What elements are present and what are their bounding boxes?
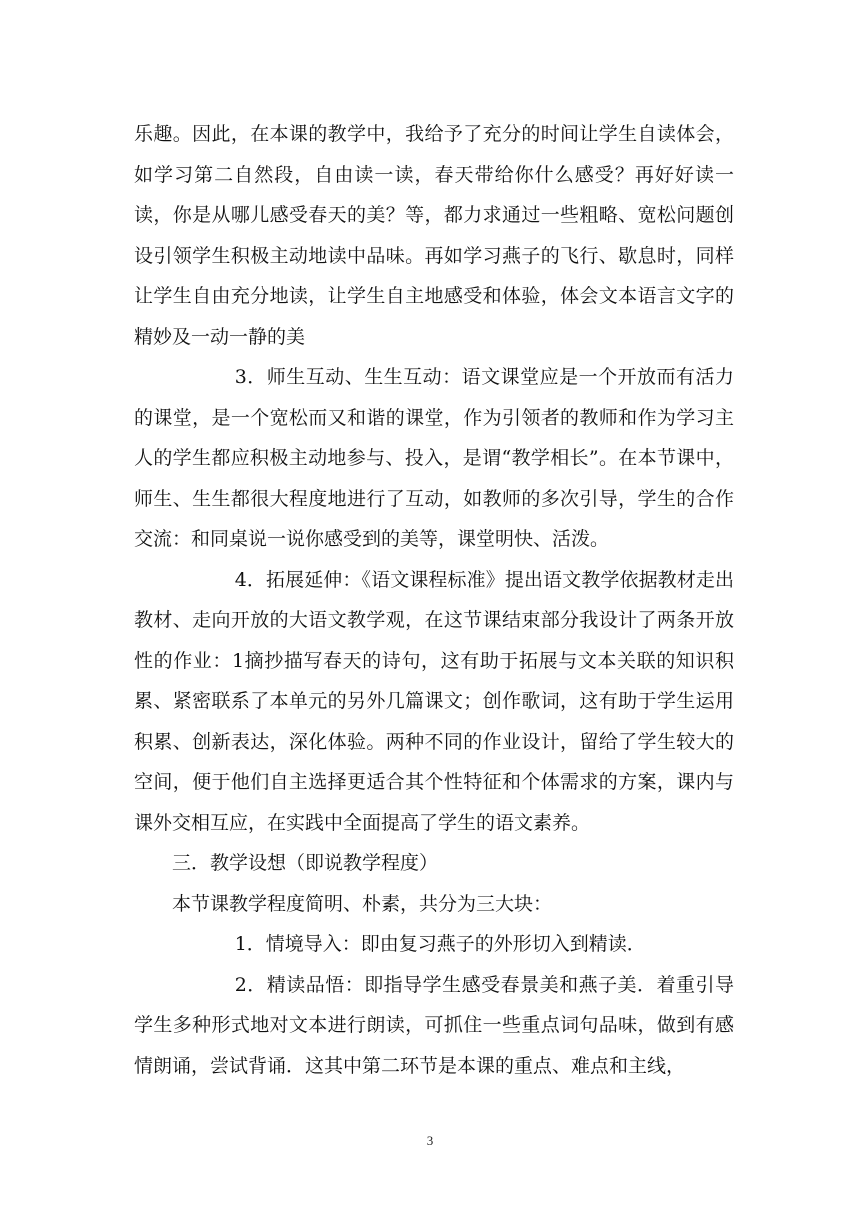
- paragraph-interaction: 3．师生互动、生生互动：语文课堂应是一个开放而有活力的课堂，是一个宽松而又和谐的课堂，作为引领者的教师和作为学习主人的学生都应积极主动地参与、投入，是谓“教学相长”。在本节课中，师生、生生都很大程度地进行了互动，如教师的多次引导，学生的合作交流：和同桌说一说你感受到的美等，课堂明快、活泼。: [134, 366, 734, 550]
- page-number: 3: [426, 1133, 434, 1148]
- paragraph-step-1: 1．情境导入：即由复习燕子的外形切入到精读．: [234, 933, 646, 955]
- section-heading-teaching-plan: 三．教学设想（即说教学程度）: [172, 852, 439, 874]
- paragraph-overview: 本节课教学程度简明、朴素，共分为三大块：: [172, 892, 553, 915]
- paragraph-continuation: 乐趣。因此，在本课的教学中，我给予了充分的时间让学生自读体会，如学习第二自然段，自由读一读，春天带给你什么感受？再好好读一读，你是从哪儿感受春天的美？等，都力求通过一些粗略、宽松问题创设引领学生积极主动地读中品味。再如学习燕子的飞行、歇息时，同样让学生自由充分地读，让学生自主地感受和体验，体会文本语言文字的精妙及一动一静的美: [134, 123, 734, 348]
- paragraph-step-2: 2．精读品悟：即指导学生感受春景美和燕子美．着重引导学生多种形式地对文本进行朗读，可抓住一些重点词句品味，做到有感情朗诵，尝试背诵．这其中第二环节是本课的重点、难点和主线，: [134, 973, 734, 1077]
- paragraph-extension: 4．拓展延伸：《语文课程标准》提出语文教学依据教材走出教材、走向开放的大语文教学观，在这节课结束部分我设计了两条开放性的作业：1摘抄描写春天的诗句，这有助于拓展与文本关联的知识积累、紧密联系了本单元的另外几篇课文；创作歌词，这有助于学生运用积累、创新表达，深化体验。两种不同的作业设计，留给了学生较大的空间，便于他们自主选择更适合其个性特征和个体需求的方案，课内与课外交相互应，在实践中全面提高了学生的语文素养。: [134, 568, 734, 834]
- body-text: [134, 114, 734, 1086]
